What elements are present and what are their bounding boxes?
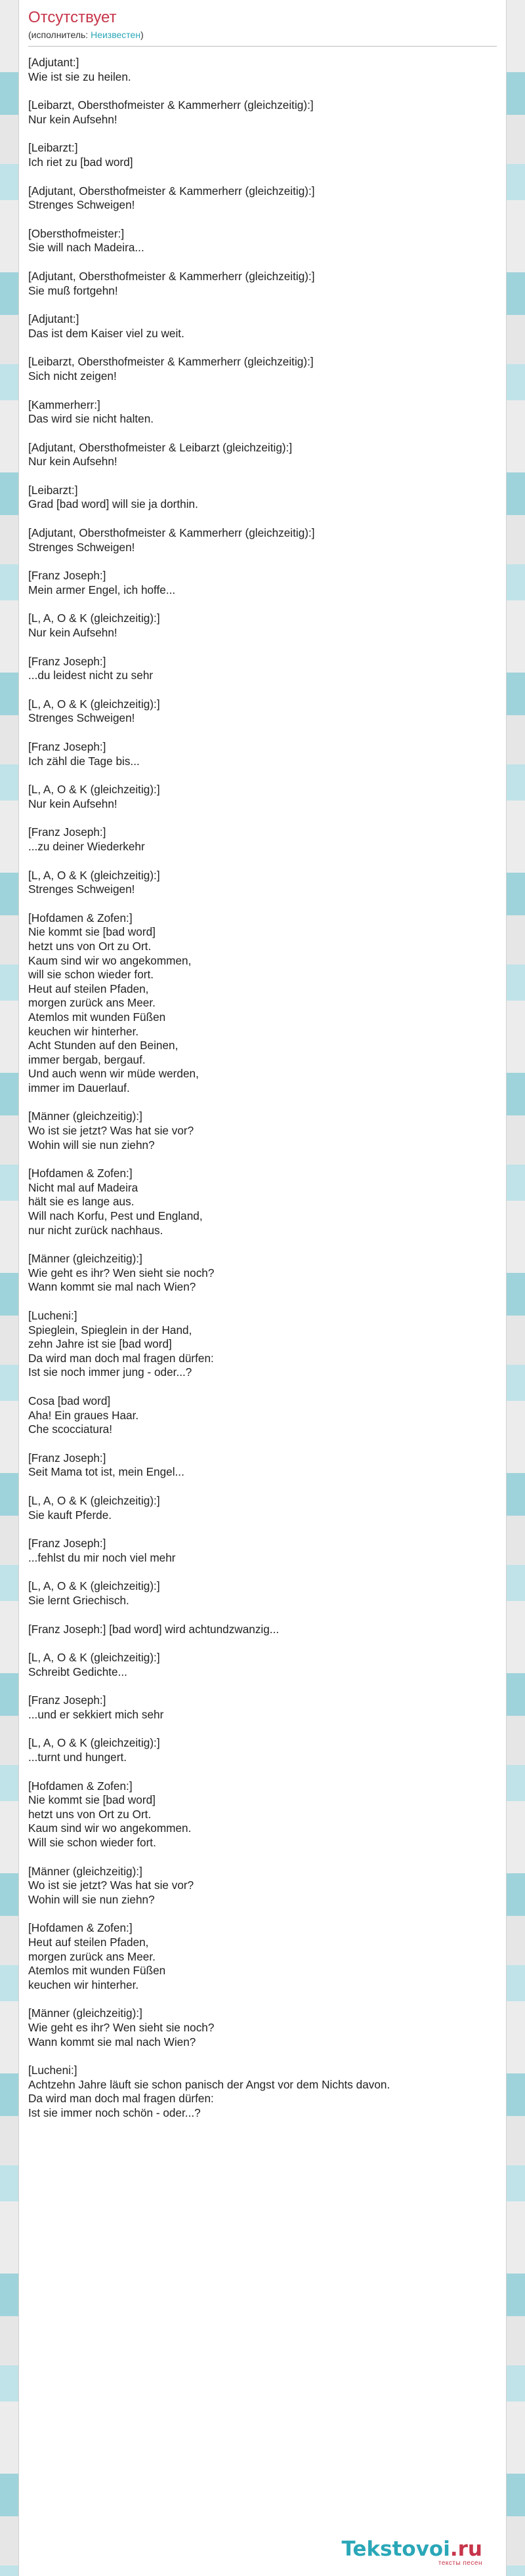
lyrics-line: Kaum sind wir wo angekommen. xyxy=(28,1821,192,1835)
lyrics-line: Strenges Schweigen! xyxy=(28,198,135,212)
lyrics-stanza xyxy=(28,1779,497,1850)
lyrics-stanza xyxy=(28,612,497,640)
lyrics-line: Strenges Schweigen! xyxy=(28,883,135,896)
lyrics-line: Nicht mal auf Madeira xyxy=(28,1180,138,1194)
lyrics-line: Sich nicht zeigen! xyxy=(28,369,117,383)
lyrics-line: Heut auf steilen Pfaden, xyxy=(28,1936,149,1949)
lyrics-line: Atemlos mit wunden Füßen xyxy=(28,1010,166,1024)
lyrics-line: [Hofdamen & Zofen:] xyxy=(28,1167,133,1180)
lyrics-stanza xyxy=(28,1651,497,1679)
lyrics-line: Ist sie immer noch schön - oder...? xyxy=(28,2106,201,2119)
lyrics-line: [Adjutant, Obersthofmeister & Kammerherr (gleichzeitig):] xyxy=(28,269,315,283)
lyrics-stanza xyxy=(28,1494,497,1522)
logo-brand xyxy=(341,2539,482,2560)
lyrics-line: Atemlos mit wunden Füßen xyxy=(28,1964,166,1978)
lyrics-line: Nur kein Aufsehn! xyxy=(28,455,117,468)
lyrics-line: [Franz Joseph:] xyxy=(28,569,106,583)
lyrics-line: morgen zurück ans Meer. xyxy=(28,1949,156,1963)
lyrics-line: Achtzehn Jahre läuft sie schon panisch der Angst vor dem Nichts davon. xyxy=(28,2077,390,2091)
lyrics-line: immer im Dauerlauf. xyxy=(28,1081,130,1094)
lyrics-card xyxy=(18,0,507,2576)
lyrics-stanza xyxy=(28,911,497,1096)
lyrics-line: ...du leidest nicht zu sehr xyxy=(28,669,154,682)
lyrics-line: [L, A, O & K (gleichzeitig):] xyxy=(28,612,160,625)
lyrics-stanza xyxy=(28,270,497,298)
lyrics-line: Wie ist sie zu heilen. xyxy=(28,70,131,83)
lyrics-stanza xyxy=(28,697,497,726)
lyrics-line: Aha! Ein graues Haar. xyxy=(28,1408,139,1422)
lyrics-line: [Hofdamen & Zofen:] xyxy=(28,911,133,924)
left-decorative-stripes xyxy=(0,0,18,2576)
lyrics-line: Wann kommt sie mal nach Wien? xyxy=(28,1280,196,1294)
lyrics-line: [Männer (gleichzeitig):] xyxy=(28,2006,142,2020)
lyrics-line: [Adjutant:] xyxy=(28,312,79,326)
logo-brand-main: Tekstovoi xyxy=(341,2537,450,2561)
lyrics-line: [Leibarzt:] xyxy=(28,141,78,155)
lyrics-line: Strenges Schweigen! xyxy=(28,540,135,554)
lyrics-line: [Leibarzt:] xyxy=(28,483,78,497)
lyrics-line: Strenges Schweigen! xyxy=(28,711,135,725)
lyrics-line: Mein armer Engel, ich hoffe... xyxy=(28,583,176,596)
artist-link[interactable]: Неизвестен xyxy=(91,30,141,40)
lyrics-stanza xyxy=(28,184,497,213)
lyrics-stanza xyxy=(28,1252,497,1295)
lyrics-line: Nie kommt sie [bad word] xyxy=(28,925,156,939)
lyrics-line: ...fehlst du mir noch viel mehr xyxy=(28,1550,176,1564)
lyrics-line: will sie schon wieder fort. xyxy=(28,968,154,982)
lyrics-stanza xyxy=(28,355,497,383)
lyrics-line: Nie kommt sie [bad word] xyxy=(28,1793,156,1807)
lyrics-stanza xyxy=(28,1394,497,1437)
lyrics-line: Ich riet zu [bad word] xyxy=(28,155,133,169)
lyrics-line: [Obersthofmeister:] xyxy=(28,226,125,240)
lyrics-line: Da wird man doch mal fragen dürfen: xyxy=(28,1351,214,1365)
lyrics-stanza xyxy=(28,1693,497,1722)
lyrics-line: hält sie es lange aus. xyxy=(28,1195,135,1209)
lyrics-line: nur nicht zurück nachhaus. xyxy=(28,1223,163,1237)
lyrics-stanza xyxy=(28,98,497,127)
lyrics-line: [Leibarzt, Obersthofmeister & Kammerherr (gleichzeitig):] xyxy=(28,355,314,369)
lyrics-line: hetzt uns von Ort zu Ort. xyxy=(28,939,152,953)
lyrics-line: Grad [bad word] will sie ja dorthin. xyxy=(28,497,198,511)
lyrics-line: Nur kein Aufsehn! xyxy=(28,797,117,810)
lyrics-line: Che scocciatura! xyxy=(28,1423,113,1436)
lyrics-line: [L, A, O & K (gleichzeitig):] xyxy=(28,1651,160,1665)
logo-tagline: тексты песен xyxy=(438,2560,482,2567)
lyrics-stanza xyxy=(28,1110,497,1152)
lyrics-line: Cosa [bad word] xyxy=(28,1394,111,1407)
lyrics-line: Will sie schon wieder fort. xyxy=(28,1836,156,1850)
lyrics-line: ...zu deiner Wiederkehr xyxy=(28,839,145,853)
lyrics-line: Und auch wenn wir müde werden, xyxy=(28,1067,199,1081)
performer-suffix: ) xyxy=(140,30,144,40)
lyrics-line: [Franz Joseph:] [bad word] wird achtundzwanzig... xyxy=(28,1622,280,1636)
lyrics-stanza xyxy=(28,1451,497,1480)
lyrics-line: Nur kein Aufsehn! xyxy=(28,626,117,640)
lyrics-stanza xyxy=(28,1579,497,1608)
lyrics-line: Das ist dem Kaiser viel zu weit. xyxy=(28,326,184,340)
lyrics-line: [Hofdamen & Zofen:] xyxy=(28,1921,133,1935)
lyrics-line: morgen zurück ans Meer. xyxy=(28,996,156,1010)
lyrics-line: Heut auf steilen Pfaden, xyxy=(28,982,149,995)
lyrics-line: [Franz Joseph:] xyxy=(28,740,106,753)
logo-brand-tld: .ru xyxy=(450,2537,482,2561)
lyrics-line: [Adjutant:] xyxy=(28,56,79,69)
lyrics-body xyxy=(19,47,506,2121)
lyrics-line: ...turnt und hungert. xyxy=(28,1751,127,1764)
lyrics-line: Wie geht es ihr? Wen sieht sie noch? xyxy=(28,2020,215,2034)
lyrics-stanza xyxy=(28,740,497,768)
lyrics-line: Wohin will sie nun ziehn? xyxy=(28,1892,155,1906)
lyrics-stanza xyxy=(28,312,497,341)
lyrics-line: [Franz Joseph:] xyxy=(28,1693,106,1707)
lyrics-line: [Lucheni:] xyxy=(28,1309,77,1322)
performer-prefix: (исполнитель: xyxy=(28,30,91,40)
lyrics-line: [Männer (gleichzeitig):] xyxy=(28,1252,142,1266)
lyrics-line: [Franz Joseph:] xyxy=(28,1537,106,1550)
song-header xyxy=(19,0,506,41)
lyrics-line: [Adjutant, Obersthofmeister & Kammerherr (gleichzeitig):] xyxy=(28,184,315,197)
lyrics-line: hetzt uns von Ort zu Ort. xyxy=(28,1807,152,1821)
lyrics-stanza xyxy=(28,2064,497,2120)
lyrics-line: ...und er sekkiert mich sehr xyxy=(28,1707,164,1721)
lyrics-stanza xyxy=(28,1309,497,1380)
lyrics-line: Will nach Korfu, Pest und England, xyxy=(28,1209,203,1223)
lyrics-line: [Adjutant, Obersthofmeister & Leibarzt (gleichzeitig):] xyxy=(28,440,293,454)
right-decorative-stripes xyxy=(507,0,525,2576)
lyrics-line: [L, A, O & K (gleichzeitig):] xyxy=(28,868,160,882)
lyrics-line: Da wird man doch mal fragen dürfen: xyxy=(28,2092,214,2106)
lyrics-line: [Lucheni:] xyxy=(28,2064,77,2077)
lyrics-line: Schreibt Gedichte... xyxy=(28,1665,127,1678)
lyrics-line: Seit Mama tot ist, mein Engel... xyxy=(28,1465,184,1479)
lyrics-line: Sie muß fortgehn! xyxy=(28,283,118,297)
lyrics-stanza xyxy=(28,2006,497,2049)
lyrics-line: immer bergab, bergauf. xyxy=(28,1052,146,1066)
lyrics-line: zehn Jahre ist sie [bad word] xyxy=(28,1337,172,1351)
lyrics-stanza xyxy=(28,526,497,554)
lyrics-line: Wo ist sie jetzt? Was hat sie vor? xyxy=(28,1879,194,1892)
lyrics-stanza xyxy=(28,398,497,426)
lyrics-line: [L, A, O & K (gleichzeitig):] xyxy=(28,1579,160,1593)
lyrics-line: keuchen wir hinterher. xyxy=(28,1024,139,1038)
lyrics-line: Ist sie noch immer jung - oder...? xyxy=(28,1365,192,1379)
lyrics-line: [Adjutant, Obersthofmeister & Kammerherr (gleichzeitig):] xyxy=(28,526,315,540)
lyrics-line: Wie geht es ihr? Wen sieht sie noch? xyxy=(28,1266,215,1279)
performer-line xyxy=(28,29,497,41)
lyrics-line: [Männer (gleichzeitig):] xyxy=(28,1864,142,1878)
lyrics-line: [L, A, O & K (gleichzeitig):] xyxy=(28,1736,160,1750)
lyrics-stanza xyxy=(28,141,497,169)
lyrics-line: Wann kommt sie mal nach Wien? xyxy=(28,2035,196,2048)
lyrics-line: Das wird sie nicht halten. xyxy=(28,412,154,426)
lyrics-line: [L, A, O & K (gleichzeitig):] xyxy=(28,697,160,711)
lyrics-line: [Hofdamen & Zofen:] xyxy=(28,1779,133,1793)
lyrics-line: Nur kein Aufsehn! xyxy=(28,112,117,126)
lyrics-stanza xyxy=(28,655,497,683)
lyrics-line: [Franz Joseph:] xyxy=(28,654,106,668)
site-logo[interactable] xyxy=(341,2539,482,2567)
lyrics-line: [Leibarzt, Obersthofmeister & Kammerherr (gleichzeitig):] xyxy=(28,98,314,112)
lyrics-stanza xyxy=(28,1865,497,1907)
song-title: Отсутствует xyxy=(28,9,117,26)
lyrics-stanza xyxy=(28,869,497,897)
lyrics-stanza xyxy=(28,569,497,597)
lyrics-line: [L, A, O & K (gleichzeitig):] xyxy=(28,1493,160,1507)
lyrics-stanza xyxy=(28,1167,497,1237)
lyrics-line: Kaum sind wir wo angekommen, xyxy=(28,953,192,967)
lyrics-stanza xyxy=(28,1623,497,1637)
lyrics-stanza xyxy=(28,825,497,854)
lyrics-line: Wo ist sie jetzt? Was hat sie vor? xyxy=(28,1124,194,1138)
lyrics-stanza xyxy=(28,227,497,255)
lyrics-stanza xyxy=(28,484,497,512)
lyrics-stanza xyxy=(28,441,497,469)
lyrics-line: Ich zähl die Tage bis... xyxy=(28,754,140,768)
lyrics-stanza xyxy=(28,56,497,84)
lyrics-line: Spieglein, Spieglein in der Hand, xyxy=(28,1323,192,1337)
lyrics-line: [Kammerherr:] xyxy=(28,398,100,411)
lyrics-line: keuchen wir hinterher. xyxy=(28,1978,139,1991)
lyrics-line: [Franz Joseph:] xyxy=(28,825,106,839)
lyrics-stanza xyxy=(28,1736,497,1764)
lyrics-stanza xyxy=(28,783,497,811)
lyrics-line: Sie will nach Madeira... xyxy=(28,241,144,255)
lyrics-stanza xyxy=(28,1537,497,1565)
lyrics-line: Acht Stunden auf den Beinen, xyxy=(28,1039,178,1052)
lyrics-line: Wohin will sie nun ziehn? xyxy=(28,1138,155,1152)
lyrics-line: Sie kauft Pferde. xyxy=(28,1508,112,1522)
lyrics-line: [Franz Joseph:] xyxy=(28,1451,106,1465)
lyrics-stanza xyxy=(28,1921,497,1992)
lyrics-line: Sie lernt Griechisch. xyxy=(28,1593,129,1607)
lyrics-line: [Männer (gleichzeitig):] xyxy=(28,1110,142,1123)
lyrics-line: [L, A, O & K (gleichzeitig):] xyxy=(28,783,160,797)
